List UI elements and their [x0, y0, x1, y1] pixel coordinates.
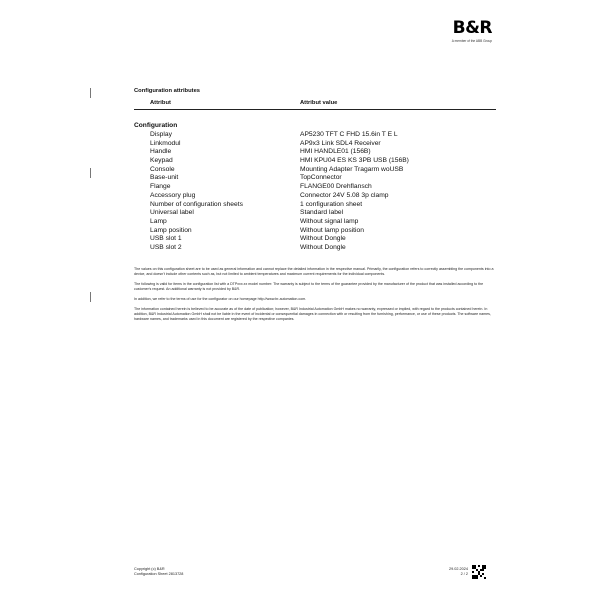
- attribute-name: Handle: [150, 148, 172, 156]
- note-paragraph: The following is valid for items in the configuration list with a DTPxxx.xx model number: The warranty is subject to the terms of the guarantee provided by the manufacturer of the product that was installed according to the customer's request. An additional warranty is not provided by B&R.: [134, 282, 484, 291]
- footer-left: [134, 567, 183, 577]
- logo-mark: B&R: [452, 18, 492, 38]
- footer-copyright: Copyright (c) B&R: [134, 567, 165, 571]
- attribute-row: [134, 157, 496, 166]
- attribute-value: Mounting Adapter Tragarm woUSB: [300, 165, 404, 173]
- attribute-name: Number of configuration sheets: [150, 200, 243, 208]
- attribute-name: Universal label: [150, 209, 194, 217]
- attribute-row: [134, 235, 496, 244]
- attribute-name: Console: [150, 165, 175, 173]
- scan-mark: [90, 168, 91, 178]
- table-header: [134, 99, 496, 110]
- attribute-list: [134, 131, 496, 253]
- attribute-name: USB slot 2: [150, 243, 182, 251]
- attribute-value: Without Dongle: [300, 243, 346, 251]
- attribute-value: Connector 24V 5.08 3p clamp: [300, 191, 389, 199]
- attribute-name: Display: [150, 131, 172, 138]
- column-header-attribute: Attribut: [150, 100, 171, 106]
- attribute-name: USB slot 1: [150, 235, 182, 243]
- attribute-row: [134, 148, 496, 157]
- attribute-value: Standard label: [300, 209, 344, 217]
- attribute-value: Without signal lamp: [300, 217, 359, 225]
- disclaimer-notes: [134, 267, 496, 327]
- attribute-row: [134, 140, 496, 149]
- logo-subtitle: A member of the ABB Group: [451, 39, 492, 43]
- section-title: Configuration attributes: [134, 88, 201, 94]
- qr-code-icon: [472, 565, 486, 579]
- attribute-row: [134, 166, 496, 175]
- attribute-row: [134, 174, 496, 183]
- scan-mark: [90, 292, 91, 302]
- attribute-value: HMI KPU04 ES KS 3PB USB (156B): [300, 157, 409, 165]
- note-paragraph: In addition, we refer to the terms of use for the configurator on our homepage http://www.br-automation.com.: [134, 297, 307, 301]
- attribute-row: [134, 131, 496, 140]
- attribute-row: [134, 227, 496, 236]
- attribute-name: Base-unit: [150, 174, 179, 182]
- scan-mark: [90, 88, 91, 98]
- footer-sheet-number: Configuration Sheet 2813728: [134, 572, 184, 576]
- attribute-name: Lamp: [150, 217, 167, 225]
- attribute-value: Without lamp position: [300, 226, 364, 234]
- attribute-value: Without Dongle: [300, 235, 346, 243]
- attribute-value: AP5230 TFT C FHD 15.6in T E L: [300, 131, 398, 138]
- attribute-row: [134, 201, 496, 210]
- attribute-row: [134, 218, 496, 227]
- attribute-value: HMI HANDLE01 (156B): [300, 148, 371, 156]
- attribute-value: 1 configuration sheet: [300, 200, 363, 208]
- attribute-value: FLANGE00 Drehflansch: [300, 183, 372, 191]
- footer-page-number: 2 / 2: [460, 572, 468, 576]
- attribute-row: [134, 244, 496, 253]
- attribute-name: Flange: [150, 183, 171, 191]
- column-header-value: Attribut value: [300, 100, 338, 106]
- footer-right: [420, 567, 468, 577]
- footer-date: 29.02.2024: [448, 567, 468, 571]
- attribute-value: TopConnector: [300, 174, 342, 182]
- attribute-value: AP9x3 Link SDL4 Receiver: [300, 139, 381, 147]
- attribute-name: Lamp position: [150, 226, 192, 234]
- note-paragraph: The values on this configuration sheet are to be used as general information and cannot replace the detailed information in the respective manual. Primarily, the configuration refers to correctly assembling the components into a device, and doesn't include other contents such as, but not limited to ambient temperatures and maximum current requirements for the individual components.: [134, 267, 494, 276]
- attribute-row: [134, 209, 496, 218]
- attribute-row: [134, 192, 496, 201]
- attribute-name: Accessory plug: [150, 191, 196, 199]
- company-logo: [452, 20, 492, 43]
- attribute-row: [134, 183, 496, 192]
- attribute-name: Keypad: [150, 157, 173, 165]
- group-title: Configuration: [134, 122, 178, 129]
- note-paragraph: The information contained herein is believed to be accurate as of the date of publication; however, B&R Industrial Automation GmbH makes no warranty, expressed or implied, with regard to the products contained herein. In addition, B&R Industrial Automation GmbH shall not be liable in the event of incidental or consequential damages in connection with or resulting from the furnishing, performance, or use of these products. The software names, hardware names, and trademarks used in this document are registered by the respective companies.: [134, 307, 491, 321]
- attribute-name: Linkmodul: [150, 139, 181, 147]
